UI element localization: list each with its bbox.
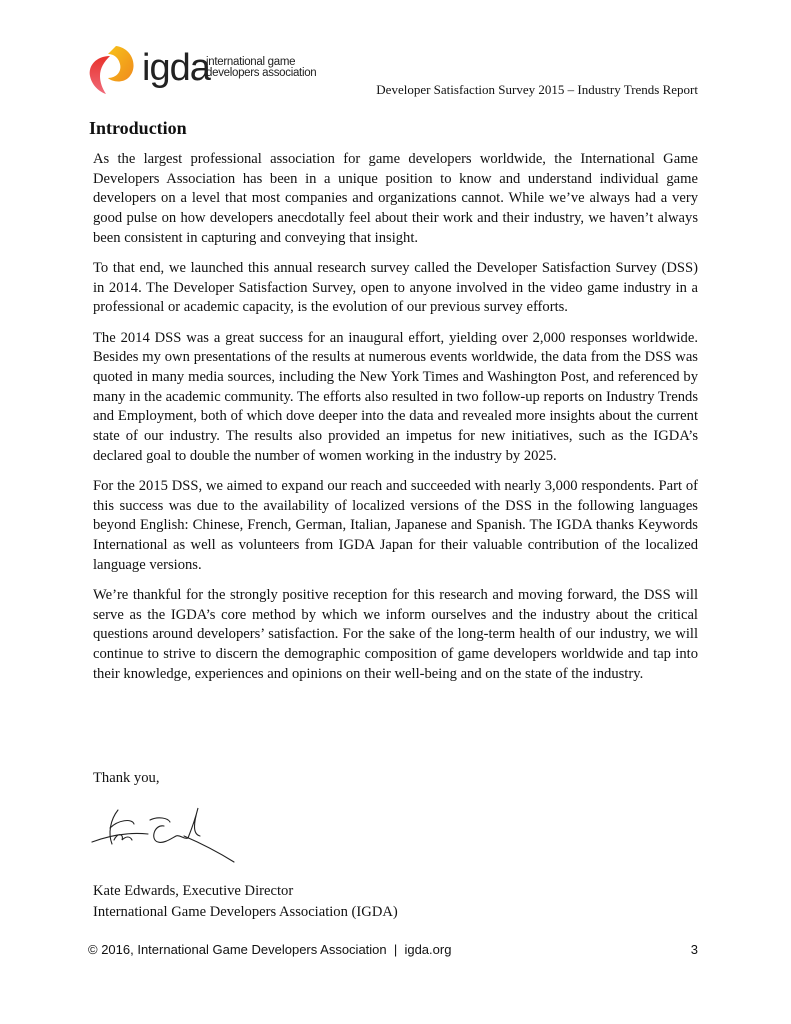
paragraph: For the 2015 DSS, we aimed to expand our reach and succeeded with nearly 3,000 respondents. Part of this success was due to the availability of localized versions of the DSS in the following languages beyond English: Chinese, French, German, Italian, Japanese and Spanish. The IGDA thanks Keywords International as well as volunteers from IGDA Japan for their valuable contribution of the localized language versions. xyxy=(93,478,698,573)
logo-wordmark: igda xyxy=(142,47,210,89)
signatory xyxy=(93,881,398,923)
logo-tagline xyxy=(206,57,316,79)
intro-body xyxy=(93,150,698,695)
paragraph: To that end, we launched this annual research survey called the Developer Satisfaction Survey (DSS) in 2014. The Developer Satisfaction Survey, open to anyone involved in the video game industry in a professional or academic capacity, is the evolution of our previous survey efforts. xyxy=(93,260,698,316)
paragraph: We’re thankful for the strongly positive reception for this research and moving forward, the DSS will serve as the IGDA’s core method by which we inform ourselves and the industry about the critical questions around developers’ satisfaction. For the sake of the long-term health of our industry, we will continue to strive to discern the demographic composition of game developers worldwide and tap into their knowledge, experiences and opinions on their well-being and on the state of the industry. xyxy=(93,587,698,682)
copyright: © 2016, International Game Developers Association | igda.org xyxy=(88,942,452,957)
page-number: 3 xyxy=(690,942,698,957)
report-title: Developer Satisfaction Survey 2015 – Industry Trends Report xyxy=(376,82,698,97)
igda-logo xyxy=(86,44,326,96)
signatory-name: Kate Edwards, Executive Director xyxy=(93,883,294,899)
signatory-organization: International Game Developers Association (IGDA) xyxy=(93,904,398,920)
logo-tagline-line1: international game xyxy=(206,56,296,68)
paragraph: As the largest professional association for game developers worldwide, the International Game Developers Association has been in a unique position to know and understand individual game developers on a level that most companies and organizations cannot. While we’ve always had a very good pulse on how developers anecdotally feel about their work and their industry, we haven’t always been consistent in capturing and conveying that insight. xyxy=(93,151,698,246)
paragraph: The 2014 DSS was a great success for an inaugural effort, yielding over 2,000 responses worldwide. Besides my own presentations of the results at numerous events worldwide, the data from the DSS was quoted in many media sources, including the New York Times and Washington Post, and referenced by many in the academic community. The efforts also resulted in two follow-up reports on Industry Trends and Employment, both of which dove deeper into the data and revealed more insights about the current state of our industry. The results also provided an impetus for new initiatives, such as the IGDA’s declared goal to double the number of women working in the industry by 2025. xyxy=(93,329,698,464)
logo-tagline-line2: developers association xyxy=(206,67,317,79)
closing: Thank you, xyxy=(93,770,160,786)
handwritten-signature xyxy=(88,806,248,866)
section-heading: Introduction xyxy=(89,118,187,138)
page-footer xyxy=(88,942,698,957)
igda-logo-mark xyxy=(86,44,142,96)
